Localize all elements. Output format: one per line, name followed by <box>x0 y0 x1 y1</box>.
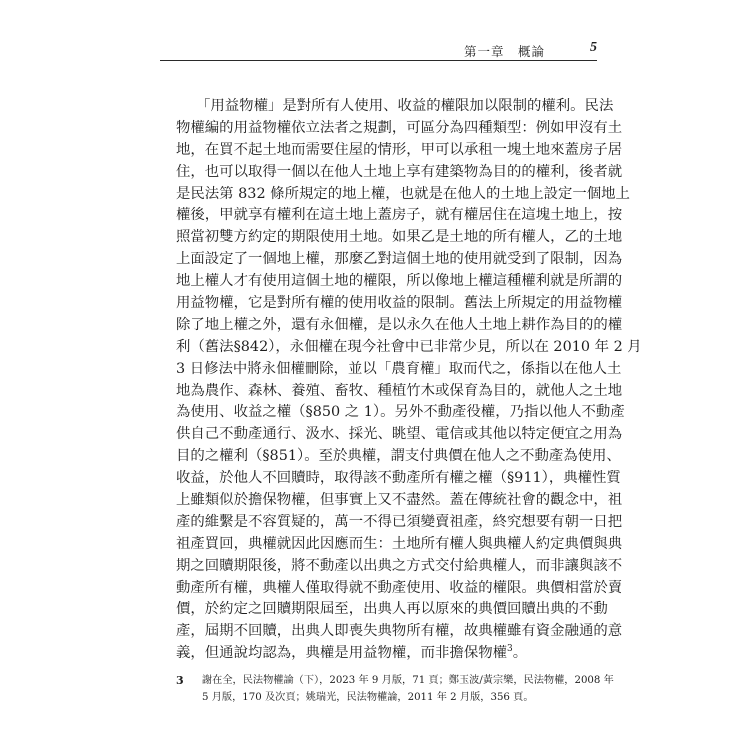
text-line: 是民法第 832 條所規定的地上權，也就是在他人的土地上設定一個地上 <box>176 185 630 202</box>
text-line: 除了地上權之外，還有永佃權，是以永久在他人土地上耕作為目的的權 <box>176 316 623 333</box>
running-header <box>160 40 597 61</box>
text-line: 供自己不動產通行、汲水、採光、眺望、電信或其他以特定便宜之用為 <box>176 426 623 443</box>
page-number: 5 <box>590 40 597 55</box>
text-line: 用益物權，它是對所有權的使用收益的限制。舊法上所規定的用益物權 <box>176 295 623 312</box>
text-line: 期之回贖期限後，將不動產以出典之方式交付給典權人，而非讓與該不 <box>176 557 623 574</box>
text-line: 權後，甲就享有權利在這土地上蓋房子，就有權居住在這塊土地上，按 <box>176 207 623 224</box>
text-line: 收益，於他人不回贖時，取得該不動產所有權之權（§911），典權性質 <box>176 470 621 487</box>
text-line: 「用益物權」是對所有人使用、收益的權限加以限制的權利。民法 <box>196 98 614 114</box>
footnote <box>176 673 614 706</box>
text-line: 地，在買不起土地而需要住屋的情形，甲可以承租一塊土地來蓋房子居 <box>176 141 623 158</box>
text-line: 目的之權利（§851）。至於典權，謂支付典價在他人之不動產為使用、 <box>176 448 621 465</box>
text-line: 產，屆期不回贖，出典人即喪失典物所有權，故典權雖有資金融通的意 <box>176 623 623 640</box>
text-line: 動產所有權，典權人僅取得就不動產使用、收益的權限。典價相當於賣 <box>176 579 623 596</box>
text-line: 3 日修法中將永佃權刪除，並以「農育權」取而代之，係指以在他人土 <box>176 360 622 377</box>
footnote-line: 謝在全，民法物權論（下），2023 年 9 月版，71 頁；鄭玉波/黃宗樂，民法物權，2008 年 <box>202 675 614 686</box>
text-line: 利（舊法§842），永佃權在現今社會中已非常少見，所以在 2010 年 2 月 <box>176 338 642 355</box>
footnote-number: 3 <box>176 674 184 687</box>
text-line: 住，也可以取得一個以在他人土地上享有建築物為目的的權利，後者就 <box>176 163 623 180</box>
text-line-last: 義，但通說均認為，典權是用益物權，而非擔保物權$^3$。 <box>176 644 528 662</box>
footnote-line: 5 月版，170 及次頁；姚瑞光，民法物權論，2011 年 2 月版，356 頁。 <box>202 691 534 703</box>
text-line: 上雖類似於擔保物權，但事實上又不盡然。蓋在傳統社會的觀念中，祖 <box>176 492 623 509</box>
text-line: 祖產買回，典權就因此因應而生：土地所有權人與典權人約定典價與典 <box>176 535 623 552</box>
footnote-reference[interactable]: 3 <box>507 644 513 655</box>
text-line: 上面設定了一個地上權，那麼乙對這個土地的使用就受到了限制，因為 <box>176 251 623 268</box>
body-paragraph <box>176 96 642 665</box>
text-line: 為使用、收益之權（§850 之 1）。另外不動產役權，乃指以他人不動產 <box>176 404 625 421</box>
chapter-title: 第一章 概論 <box>463 44 545 59</box>
text-line: 照當初雙方約定的期限使用土地。如果乙是土地的所有權人，乙的土地 <box>176 229 623 246</box>
text-line: 地上權人才有使用這個土地的權限，所以像地上權這種權利就是所謂的 <box>176 273 623 290</box>
text-line: 價，於約定之回贖期限屆至，出典人再以原來的典價回贖出典的不動 <box>176 601 608 618</box>
text-line: 物權編的用益物權依立法者之規劃，可區分為四種類型：例如甲沒有土 <box>176 119 623 136</box>
text-line: 地為農作、森林、養殖、畜牧、種植竹木或保育為目的，就他人之土地 <box>176 382 623 399</box>
text-line-last-content: 義，但通說均認為，典權是用益物權，而非擔保物權 <box>176 645 507 662</box>
text-line: 產的維繫是不容質疑的，萬一不得已須變賣祖產，終究想要有朝一日把 <box>176 513 623 530</box>
